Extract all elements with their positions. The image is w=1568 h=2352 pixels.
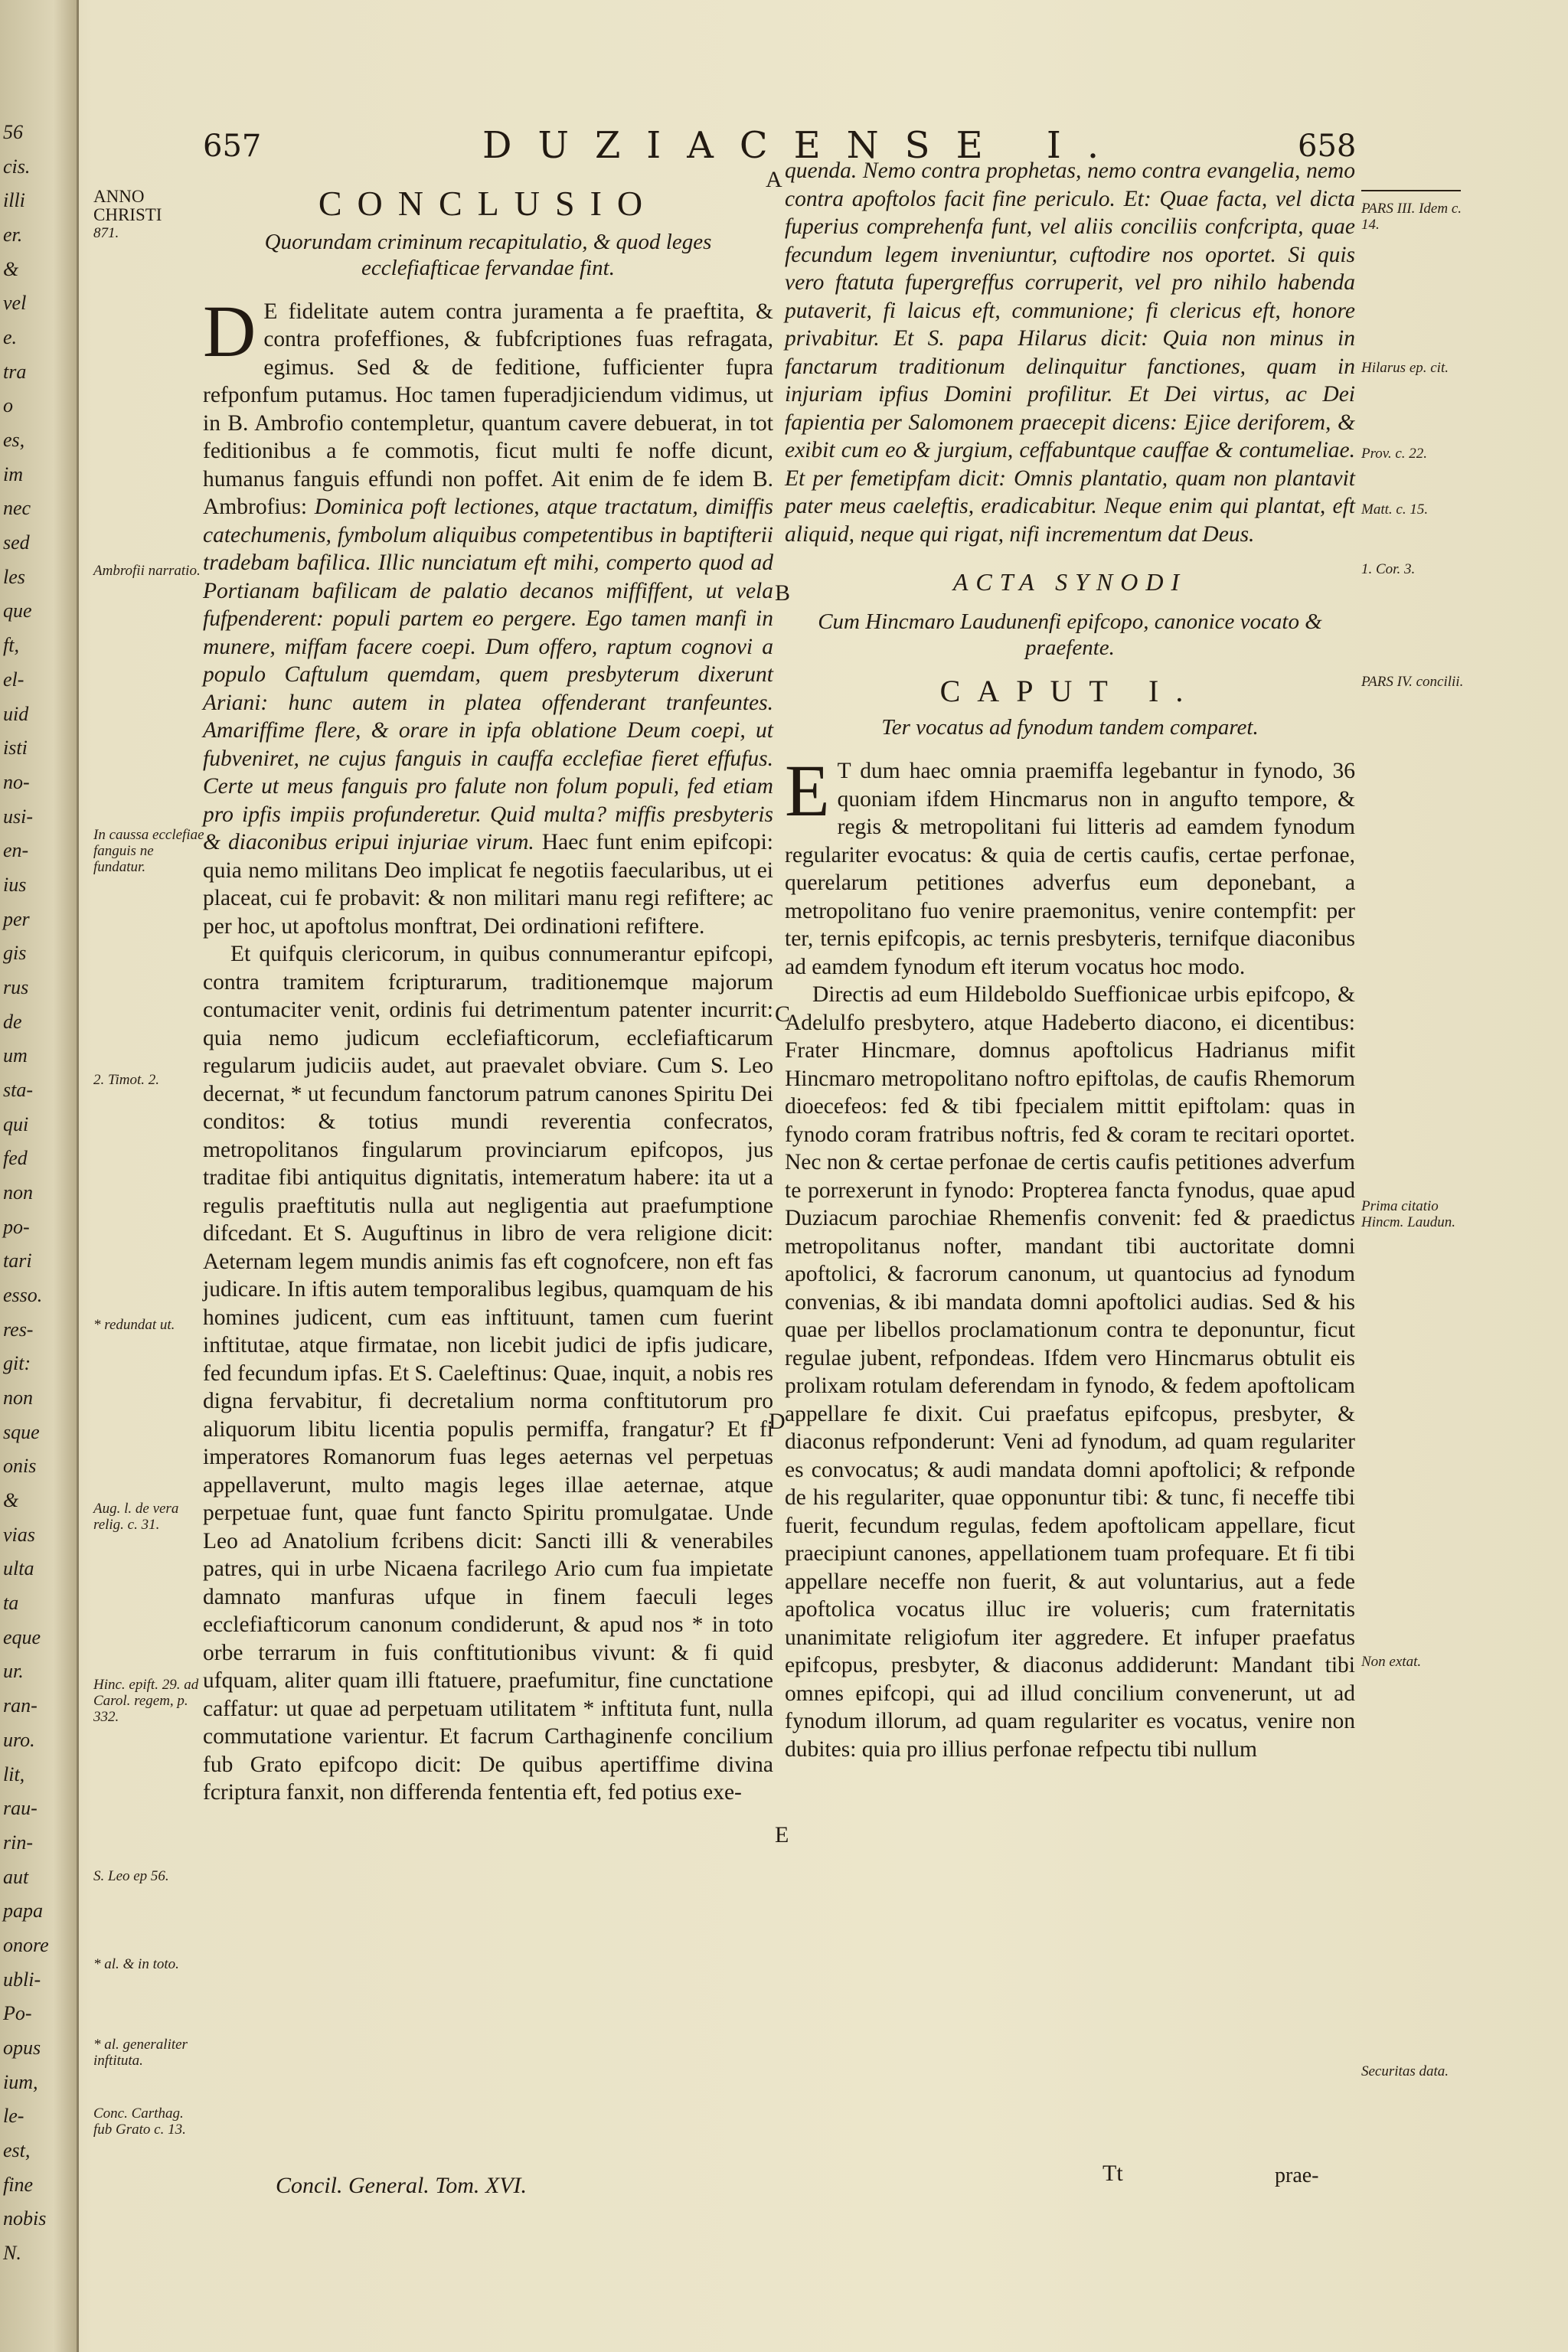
previous-page-fragment: qui — [3, 1113, 29, 1135]
previous-page-fragment: res- — [3, 1318, 34, 1341]
previous-page-fragment: esso. — [3, 1284, 43, 1306]
section-letter: E — [775, 1822, 789, 1847]
previous-page-fragment: ft, — [3, 634, 19, 656]
margin-note: Matt. c. 15. — [1361, 501, 1429, 518]
margin-note: PARS IV. concilii. — [1361, 674, 1464, 690]
previous-page-fragment: nobis — [3, 2207, 47, 2230]
previous-page-fragment: e. — [3, 326, 18, 348]
previous-page-fragment: vel — [3, 292, 27, 314]
right-column — [785, 157, 1355, 1763]
margin-note: 2. Timot. 2. — [93, 1072, 160, 1088]
paragraph: Directis ad eum Hildeboldo Sueffionicae urbis epifcopo, & Adelulfo presbytero, atque Hadeberto diacono, ei dicentibus: Frater Hincmare, domnus apoftolicus Hadrianus mifit Hincmaro metropolitano noftro epiftolas, de caufis Rhemorum dioecefeos: fed & tibi fpecialem mittit epiftolam: quas in fynodo coram fratribus noftris, fed & coram te recitari oportet. Nec non & certae perfonae de certis caufis petitiones adverfum te porrexerunt in fynodo: Propterea fancta fynodus, quae apud Duziacum parochiae Rhemenfis convenit: fed & praedictus metropolitanus nofter, mandant tibi auctoritate domni apoftolici, & facrorum canonum, ut quantocius ad fynodum convenias, & ibi mandata domni apoftolici audias. Sed & his quae per libellos proclamationum contra te deponuntur, ficut regulae jubent, refpondeas. Ifdem vero Hincmarus obtulit eis prolixam rotulam deferendam in fynodo, & fedem apoftolicam appellare fe dixit. Cui praefatus epifcopus, presbyter, & diaconus refponderunt: Veni ad fynodum, ad quam regulariter es convocatus; & audi mandata domni apoftolici; & refponde de his regulariter, quae opponuntur tibi: & tunc, fi neceffe tibi fuerit, fecundum regulas, fedem apoftolicam appellare, ficut praecipiunt canones, appellationem tuam profequare. Et fi tibi appellare neceffe non fuerit, & aut voluntarius, aut a fede apoftolica vocatus illuc ire volueris; cum fraternitatis unanimitate religiofum iter aggredere. Et infuper praefatus epifcopus, presbyter, & diaconus addiderunt: Mandant tibi omnes epifcopi, qui ad illud concilium convenerunt, ut ad fynodum illorum, ad quam regulariter es vocatus, venire non dubites: quia pro illius perfonae refpectu tibi nullum — [785, 982, 1355, 1762]
previous-page-fragment: ran- — [3, 1694, 38, 1717]
previous-page-fragment: ium, — [3, 2071, 38, 2093]
previous-page-fragment: sque — [3, 1421, 40, 1443]
margin-note: Prima citatio Hincm. Laudun. — [1361, 1198, 1455, 1230]
anno-christi-label — [93, 188, 162, 243]
previous-page-fragment: tra — [3, 361, 27, 383]
margin-note: 1. Cor. 3. — [1361, 561, 1416, 577]
margin-note: Non extat. — [1361, 1654, 1422, 1670]
previous-page-fragment: er. — [3, 224, 23, 246]
previous-page-fragment: cis. — [3, 155, 31, 178]
previous-page-fragment: & — [3, 1489, 19, 1511]
margin-note: Prov. c. 22. — [1361, 446, 1428, 462]
section-letter: D — [769, 1409, 786, 1434]
margin-note: S. Leo ep 56. — [93, 1868, 169, 1884]
anno-line: ANNO — [93, 187, 145, 206]
previous-page-fragment: ta — [3, 1592, 19, 1614]
previous-page-fragment: rau- — [3, 1797, 38, 1819]
margin-note: Securitas data. — [1361, 2063, 1449, 2079]
previous-page-fragment: non — [3, 1387, 33, 1409]
previous-page-fragment: es, — [3, 429, 25, 451]
quotation: Dominica poft lectiones, atque tractatum, dimiffis catechumenis, fymbolum aliquibus competentibus in baptifterii tradebam bafilica. Illic nunciatum eft mihi, comperto quod ad Portianam bafilicam de palatio decanos miffiffent, ut vela fufpenderent: populi partem eo pergere. Ego tamen manfi in munere, miffam facere coepi. Dum offero, raptum cognovi a populo Caftulum quemdam, quem presbyterum dixerunt Ariani: hunc autem in platea offenderant tranfeuntes. Amariffime flere, & orare in ipfa oblatione Deum coepi, ut fubveniret, ne cujus fanguis in cauffa ecclefiae fieret effufus. Certe ut meus fanguis pro falute non folum populi, fed etiam pro ipfis impiis profunderetur. Quid multa? miffis presbyteris & diaconibus eripui injuriae virum. — [203, 495, 774, 854]
section-title: ACTA SYNODI — [952, 568, 1187, 596]
paragraph-text: T dum haec omnia praemiffa legebantur in fynodo, 36 quoniam ifdem Hincmarus non in angufto tempore, & regis & metropolitani fui litteris ad eamdem fynodum regulariter evocatus: & quia de certis caufis, certae perfonae, querelarum petitiones adverfus eum deponebant, a metropolitano fuo venire praemonitus, venire contempfit: per ter, ternis epifcopis, ac ternis presbyteris, ternifque diaconibus ad eamdem fynodum eft iterum vocatus hoc modo. — [785, 759, 1355, 979]
previous-page-fragment: & — [3, 258, 19, 280]
previous-page-fragment: illi — [3, 189, 25, 211]
anno-line: CHRISTI — [93, 205, 162, 224]
footer-volume: Concil. General. Tom. XVI. — [276, 2173, 528, 2198]
margin-note: * redundat ut. — [93, 1317, 175, 1333]
previous-page-fragment: que — [3, 599, 32, 622]
section-subtitle: Cum Hincmaro Laudunenfi epifcopo, canonice vocato & praefente. — [818, 609, 1322, 660]
section-subtitle: Quorundam criminum recapitulatio, & quod leges ecclefiafticae fervandae fint. — [264, 229, 712, 280]
paragraph-text: E fidelitate autem contra juramenta a fe praeftita, & contra profeffiones, & fubfcriptiones fuas refragata, egimus. Sed & de feditione, fufficienter fupra refponfum putamus. Hoc tamen fuperadjiciendum vidimus, ut in B. Ambrofio contempletur, quantum cavere debuerat, in tot feditionibus a fe commotis, ficut multi fe noffe dicunt, humanus fanguis effundi non poffet. Ait enim de fe idem B. Ambrofius: — [203, 299, 773, 519]
previous-page-fragment: uid — [3, 703, 29, 725]
previous-page-fragment: ius — [3, 874, 27, 896]
previous-page-fragment: usi- — [3, 805, 33, 828]
previous-page-fragment: non — [3, 1181, 33, 1204]
previous-page-fragment: tari — [3, 1250, 32, 1272]
previous-page-fragment: en- — [3, 839, 29, 861]
previous-page-fragment: lit, — [3, 1763, 25, 1785]
page-number-left: 657 — [203, 129, 262, 164]
previous-page-fragment: no- — [3, 771, 30, 793]
margin-note: * al. generaliter inftituta. — [93, 2037, 188, 2069]
previous-page-fragment: papa — [3, 1900, 43, 1922]
previous-page-fragment: isti — [3, 737, 28, 759]
previous-page-fragment: opus — [3, 2037, 41, 2059]
left-column — [203, 176, 773, 1807]
previous-page-fragment: N. — [3, 2242, 21, 2264]
margin-note: PARS III. Idem c. 14. — [1361, 201, 1462, 233]
previous-page-fragment: eque — [3, 1626, 41, 1648]
previous-page-fragment: ur. — [3, 1660, 24, 1682]
previous-page-fragment: fed — [3, 1147, 28, 1169]
margin-note: Conc. Carthag. fub Grato c. 13. — [93, 2105, 186, 2138]
margin-note: Aug. l. de vera relig. c. 31. — [93, 1501, 179, 1533]
previous-page-fragment: gis — [3, 942, 27, 964]
previous-page-fragment: sed — [3, 531, 30, 554]
previous-page-fragment: onis — [3, 1455, 37, 1477]
paragraph: quenda. Nemo contra prophetas, nemo contra evangelia, nemo contra apoftolos facit fine periculo. Et: Quae facta, vel dicta fuperius comprehenfa funt, vel aliis conciliis confcripta, quae fecundum legem inveniuntur, cuftodire nos oportet. Si quis vero ftatuta fupergreffus corruperit, vel pro nihilo habenda putaverit, fi laicus eft, communione; fi clericus eft, honore privabitur. Et S. papa Hilarus dicit: Quia non minus in fanctarum traditionum delinquitur fanctiones, quam in injuriam ipfius Domini profilitur. Et Dei virtus, ac Dei fapientia per Salomonem praecepit dicens: Ejice deriforem, & exibit cum eo & jurgium, ceffabuntque cauffae & contumeliae. Et per femetipfam dicit: Omnis plantatio, quam non plantavit pater meus caeleftis, eradicabitur. Neque enim qui plantat, eft aliquid, neque qui rigat, nifi incrementum dat Deus. — [785, 158, 1355, 547]
previous-page-fragment: nec — [3, 497, 31, 519]
previous-page-fragment: est, — [3, 2139, 31, 2161]
anno-year: 871. — [93, 225, 119, 241]
previous-page-fragment: vias — [3, 1524, 35, 1546]
margin-note: Hinc. epift. 29. ad Carol. regem, p. 332. — [93, 1677, 199, 1725]
previous-page-fragment: Po- — [3, 2002, 32, 2024]
previous-page-fragment: de — [3, 1011, 22, 1033]
previous-page-fragment: um — [3, 1044, 28, 1067]
header-rule — [1361, 190, 1461, 191]
drop-cap: E — [785, 750, 830, 831]
paragraph — [785, 750, 1355, 981]
margin-note: In caussa ecclefiae fanguis ne fundatur. — [93, 827, 204, 875]
previous-page-fragment: le- — [3, 2105, 24, 2127]
previous-page-fragment: im — [3, 463, 23, 485]
chapter-title: CAPUT I. — [939, 673, 1200, 708]
previous-page-fragment: les — [3, 566, 25, 588]
signature-mark: Tt — [1102, 2161, 1123, 2186]
page-number-right: 658 — [1298, 129, 1357, 164]
previous-page-fragment: ubli- — [3, 1968, 41, 1991]
previous-page-fragment: per — [3, 908, 30, 930]
margin-note: * al. & in toto. — [93, 1956, 179, 1972]
paragraph: Et quifquis clericorum, in quibus connumerantur epifcopi, contra tramitem fcripturarum, traditionemque majorum contumaciter venit, ordinis fui detrimentum patenter incurrit: quia nemo judicum ecclefiafticorum, ecclefiafticarum regularum judiciis audet, aut praevalet obviare. Cum S. Leo decernat, * ut fecundum fanctorum patrum canones Spiritu Dei conditos: & totius mundi reverentia confecratos, metropolitanos fingularum provinciarum epifcopos, jus traditae fibi antiquitus dignitatis, intemeratum habere: ita ut a regulis praeftitutis nulla aut negligentia aut praefumptione difcedant. Et S. Auguftinus in libro de vera religione dicit: Aeternam legem mundis animis fas eft cognofcere, non eft fas judicare. In iftis autem temporalibus legibus, quamquam de his homines judicent, cum eas inftituunt, tamen cum fuerint inftitutae, atque firmatae, non licebit judici de ipfis judicare, fed fecundum ipfas. Et S. Caeleftinus: Quae, inquit, a nobis res digna fervabitur, fi decretalium norma conftitutorum pro aliquorum libitu licentia populis permiffa, frangatur? Et fi imperatores Romanorum fuas leges aeternas vel perpetuas appellaverunt, multo magis leges illae aeternae, atque perpetuae funt, quae funt fancto Spiritu promulgatae. Unde Leo ad Anatolium fcribens dicit: Sancti illi & venerabiles patres, qui in urbe Nicaena facrilego Ario cum fua impietate damnato manfuras ufque in finem faeculi leges ecclefiafticorum canonum condiderunt, & apud nos * in toto orbe terrarum in fuis conftitutionibus vivunt: & fi quid ufquam, aliter quam illi ftatuere, praefumitur, fine cunctatione caffatur: ut quae ad perpetuam utilitatem * inftituta funt, nulla commutatione varientur. Et facrum Carthaginenfe concilium fub Grato epifcopo dicit: De quibus apertiffime divina fcriptura fanxit, non differenda fententia eft, fed potius exe- — [203, 942, 773, 1805]
previous-page-fragment: onore — [3, 1934, 49, 1956]
chapter-subtitle: Ter vocatus ad fynodum tandem comparet. — [881, 715, 1259, 740]
previous-page-fragment: rin- — [3, 1831, 33, 1854]
section-letter: A — [766, 167, 782, 192]
previous-page-fragment: el- — [3, 668, 24, 691]
drop-cap: D — [203, 289, 256, 372]
previous-page-fragment: o — [3, 394, 13, 416]
section-letter: B — [775, 580, 791, 606]
previous-page-edge — [0, 0, 79, 2352]
margin-note: Hilarus ep. cit. — [1361, 360, 1449, 376]
previous-page-fragment: uro. — [3, 1729, 35, 1751]
previous-page-fragment: rus — [3, 976, 29, 998]
previous-page-fragment: sta- — [3, 1079, 33, 1101]
running-title: DUZIACENSE I. — [482, 124, 1125, 167]
section-title: CONCLUSIO — [318, 184, 658, 223]
previous-page-fragment: aut — [3, 1866, 29, 1888]
section-letter: C — [775, 1001, 791, 1027]
catchword: prae- — [1275, 2164, 1319, 2187]
paragraph-text: Haec funt enim epifcopi: quia nemo militans Deo implicat fe negotiis faecularibus, ut ei placeat, cui fe probavit: & non militari manu regi refiftere; ac per hoc, ut apoftolus monftrat, Dei ordinationi refiftere. — [203, 830, 773, 939]
previous-page-fragment: fine — [3, 2174, 33, 2196]
previous-page-fragment: git: — [3, 1352, 31, 1374]
paragraph — [203, 289, 774, 941]
previous-page-fragment: po- — [3, 1216, 30, 1238]
margin-note: Ambrofii narratio. — [93, 563, 201, 579]
previous-page-fragment: ulta — [3, 1557, 34, 1579]
previous-page-fragment: 56 — [3, 121, 23, 143]
